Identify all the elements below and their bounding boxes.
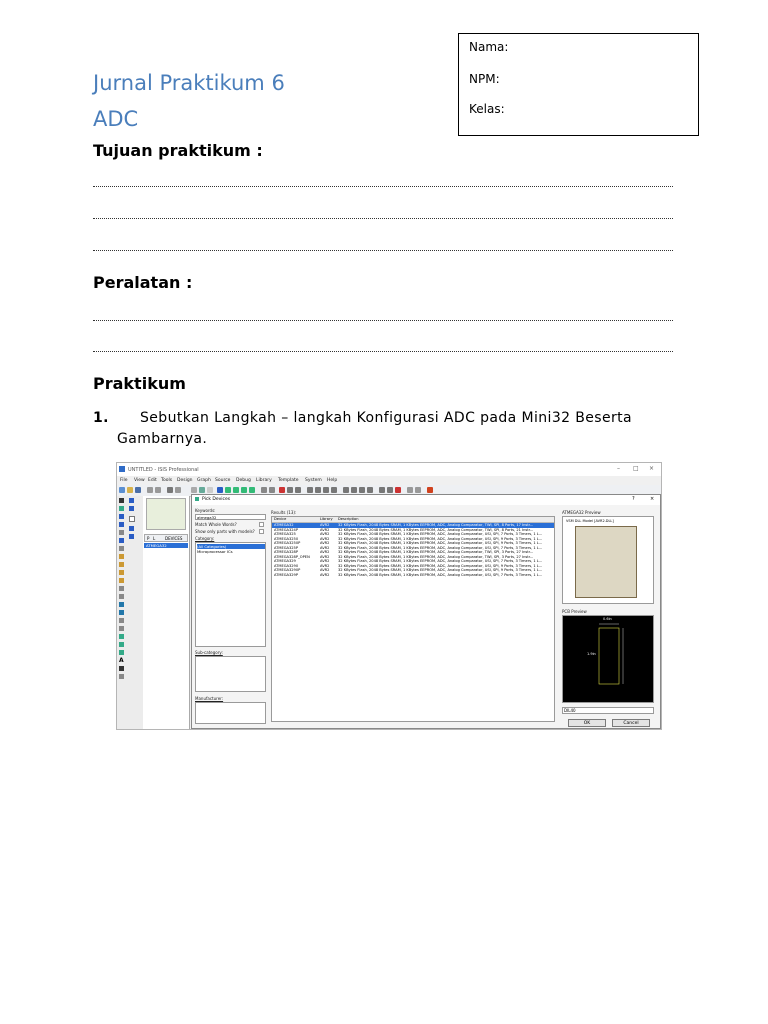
class-label: Kelas: [469,102,505,116]
pin-icon[interactable] [119,562,124,567]
block-delete-icon[interactable] [331,487,337,493]
dialog-icon [195,497,199,501]
device-selector-panel [143,496,190,730]
subcategory-list[interactable] [195,656,266,692]
identity-box [458,33,699,136]
overview-window [146,498,186,530]
copy-icon[interactable] [287,487,293,493]
cell-device: ATMEGA328P [274,550,299,554]
cell-library: AVR2 [320,554,330,559]
cell-description: 32 KBytes Flash, 2048 Bytes SRAM, 1 KBytes EEPROM, ADC, Analog Comparator, USI, SPI, 7 Ports, 3 Timers, 1 L... [338,532,543,536]
ares-icon[interactable] [427,487,433,493]
print-icon[interactable] [167,487,173,493]
terminal-icon[interactable] [119,554,124,559]
rotate-cw-icon[interactable] [129,498,134,503]
pick-icon[interactable] [343,487,349,493]
block-copy-icon[interactable] [307,487,313,493]
cell-description: 32 KBytes Flash, 2048 Bytes SRAM, 1 KBytes EEPROM, ADC, Analog Comparator, TWI, SPI, 3 Ports, 27 Instr... [338,550,534,554]
col-library[interactable]: Library [320,517,333,521]
pick-devices-dialog [191,494,661,729]
cell-device: ATMEGA328P_OPEN [274,554,310,559]
decompose-icon[interactable] [367,487,373,493]
device-item-atmega32[interactable]: ATMEGA32 [144,543,188,548]
cell-description: 32 KBytes Flash, 2048 Bytes SRAM, 1 KBytes EEPROM, ADC, Analog Comparator, USI, SPI, 7 Ports, 3 Timers, 1 L... [338,545,543,550]
cancel-button[interactable]: Cancel [612,719,650,727]
npm-label: NPM: [469,72,500,86]
step-text-line1: Sebutkan Langkah – langkah Konfigurasi ADC pada Mini32 Beserta [140,410,633,426]
cut-icon[interactable] [279,487,285,493]
mirror-y-icon[interactable] [129,534,134,539]
manufacturer-list[interactable] [195,702,266,724]
cell-description: 32 KBytes Flash, 2048 Bytes SRAM, 1 KBytes EEPROM, ADC, Analog Comparator, USI, SPI, 9 Ports, 3 Timers, 1 L... [338,563,543,568]
chip-symbol [575,526,637,598]
menu-bar [117,476,661,485]
fill-line [93,320,673,322]
generator-icon[interactable] [119,586,124,591]
cell-library: AVR2 [320,563,330,568]
show-only-label: Show only parts with models? [195,529,255,534]
bom-icon[interactable] [407,487,413,493]
import-icon[interactable] [147,487,153,493]
circle-icon[interactable] [119,634,124,639]
select-icon[interactable] [119,498,124,503]
cell-device: ATMEGA3290 [274,563,299,568]
menu-source[interactable]: Source [215,478,231,483]
step-1 [93,408,675,450]
col-device[interactable]: Device [274,517,287,521]
menu-file[interactable]: File [120,478,128,483]
cell-device: ATMEGA324P [274,527,299,532]
text-icon[interactable]: A [119,657,124,664]
cell-device: ATMEGA325P [274,545,299,550]
menu-graph[interactable]: Graph [197,478,211,483]
cell-description: 32 KBytes Flash, 2048 Bytes SRAM, 1 KBytes EEPROM, ADC, Analog Comparator, TWI, SPI, 8 Ports, 17 Instr... [338,523,534,527]
window-titlebar [117,463,661,476]
export-icon[interactable] [155,487,161,493]
pick-tab-p[interactable]: P [147,536,150,541]
make-device-icon[interactable] [351,487,357,493]
help-icon[interactable]: ? [632,496,635,502]
menu-edit[interactable]: Edit [148,478,157,483]
property-icon[interactable] [395,487,401,493]
cell-library: AVR2 [320,527,330,532]
cell-description: 32 KBytes Flash, 2048 Bytes SRAM, 1 KBytes EEPROM, ADC, Analog Comparator, USI, SPI, 9 Ports, 3 Timers, 1 L... [338,536,543,541]
journal-subtitle: ADC [93,107,139,131]
zoom-area-icon[interactable] [249,487,255,493]
model-label: VSM DLL Model [AVR2.DLL] [566,519,614,523]
schematic-preview-label: ATMEGA32 Preview [562,510,601,515]
menu-debug[interactable]: Debug [236,478,251,483]
instrument-icon[interactable] [119,610,124,615]
component-icon[interactable] [119,506,124,511]
cell-description: 32 KBytes Flash, 2048 Bytes SRAM, 1 KBytes EEPROM, ADC, Analog Comparator, USI, SPI, 7 Ports, 3 Timers, 1 L... [338,572,543,577]
app-icon [119,466,125,472]
window-title: UNTITLED - ISIS Professional [128,467,199,473]
zoom-in-icon[interactable] [225,487,231,493]
manufacturer-label: Manufacturer: [195,696,224,701]
subcircuit-icon[interactable] [119,546,124,551]
mirror-x-icon[interactable] [129,526,134,531]
cell-device: ATMEGA3250 [274,536,299,541]
journal-title: Jurnal Praktikum 6 [93,71,285,95]
paste-icon[interactable] [295,487,301,493]
footprint-select[interactable]: DIL40 [562,707,654,714]
ok-button[interactable]: OK [568,719,606,727]
match-whole-label: Match Whole Words? [195,522,237,527]
close-icon[interactable]: × [649,465,655,472]
new-icon[interactable] [119,487,125,493]
pcb-dim-width: 0.6in [603,617,612,621]
save-icon[interactable] [135,487,141,493]
pcb-preview-label: PCB Preview [562,609,587,614]
marker-icon[interactable] [119,674,124,679]
current-probe-icon[interactable] [119,602,124,607]
line-icon[interactable] [119,618,124,623]
cell-device: ATMEGA329P [274,572,299,577]
match-whole-checkbox[interactable] [259,522,264,527]
keywords-input[interactable]: atmega32 [195,514,266,520]
schematic-preview [562,516,654,604]
maximize-icon[interactable]: □ [633,465,639,472]
search-icon[interactable] [387,487,393,493]
cell-library: AVR2 [320,545,330,550]
cell-device: ATMEGA325 [274,532,296,536]
cell-library: AVR2 [320,536,330,541]
cell-library: AVR2 [320,572,330,577]
category-list[interactable] [195,542,266,647]
dialog-title: Pick Devices [202,497,231,502]
results-label: Results (13): [271,510,297,515]
step-number: 1. [93,410,109,426]
dialog-close-icon[interactable]: × [650,496,655,502]
library-tab-l[interactable]: L [153,536,156,541]
left-toolbox [117,496,143,730]
package-icon[interactable] [359,487,365,493]
cell-device: ATMEGA3250P [274,541,301,545]
devices-label: DEVICES [165,536,183,541]
cell-library: AVR2 [320,541,330,545]
menu-template[interactable]: Template [278,478,299,483]
section-praktikum: Praktikum [93,374,186,393]
box-icon[interactable] [119,626,124,631]
section-tujuan: Tujuan praktikum : [93,141,263,160]
footprint-drawing [563,616,653,702]
refresh-icon[interactable] [191,487,197,493]
section-peralatan: Peralatan : [93,273,193,292]
cell-library: AVR2 [320,550,330,554]
cell-description: 32 KBytes Flash, 2048 Bytes SRAM, 1 KBytes EEPROM, ADC, Analog Comparator, TWI, SPI, 8 Ports, 21 Instr... [338,527,534,532]
cell-library: AVR2 [320,568,330,572]
path-icon[interactable] [119,650,124,655]
dialog-titlebar [192,495,660,505]
minimize-icon[interactable]: – [617,465,620,472]
tape-icon[interactable] [119,578,124,583]
block-rotate-icon[interactable] [323,487,329,493]
block-move-icon[interactable] [315,487,321,493]
graph-icon[interactable] [119,570,124,575]
show-only-checkbox[interactable] [259,529,264,534]
category-item-micro[interactable]: Microprocessor ICs [197,549,233,554]
keywords-label: Keywords: [195,508,216,513]
zoom-out-icon[interactable] [233,487,239,493]
pan-icon[interactable] [217,487,223,493]
origin-icon[interactable] [207,487,213,493]
cell-description: 32 KBytes Flash, 2048 Bytes SRAM, 1 KBytes EEPROM, ADC, Analog Comparator, USI, SPI, 7 Ports, 3 Timers, 1 L... [338,559,543,563]
wire-autorouter-icon[interactable] [379,487,385,493]
fill-line [93,351,673,353]
text-script-icon[interactable] [119,530,124,535]
menu-library[interactable]: Library [256,478,272,483]
cell-description: 32 KBytes Flash, 2048 Bytes SRAM, 1 KBytes EEPROM, ADC, Analog Comparator, TWI, SPI, 3 Ports, 27 Instr... [338,554,534,559]
undo-icon[interactable] [261,487,267,493]
pcb-dim-height: 1.9in [587,652,596,656]
cell-library: AVR2 [320,559,330,563]
bus-icon[interactable] [119,538,124,543]
netlist-icon[interactable] [415,487,421,493]
subcategory-label: Sub-category: [195,650,223,655]
proteus-screenshot [116,462,662,730]
zoom-all-icon[interactable] [241,487,247,493]
pcb-preview [562,615,654,703]
step-text-line2: Gambarnya. [117,431,208,447]
menu-system[interactable]: System [305,478,322,483]
category-item-all[interactable]: (All Categories) [197,544,265,549]
cell-device: ATMEGA32 [274,523,294,527]
table-row[interactable] [272,573,554,578]
junction-icon[interactable] [119,514,124,519]
open-icon[interactable] [127,487,133,493]
voltage-probe-icon[interactable] [119,594,124,599]
menu-help[interactable]: Help [327,478,338,483]
name-label: Nama: [469,40,509,54]
angle-field[interactable] [129,516,135,522]
fill-line [93,250,673,252]
category-label: Category: [195,536,215,541]
menu-design[interactable]: Design [177,478,193,483]
wire-label-icon[interactable] [119,522,124,527]
area-icon[interactable] [175,487,181,493]
symbol-icon[interactable] [119,666,124,671]
cell-library: AVR2 [320,532,330,536]
redo-icon[interactable] [269,487,275,493]
fill-line [93,186,673,188]
col-description[interactable]: Description [338,517,359,521]
arc-icon[interactable] [119,642,124,647]
menu-view[interactable]: View [134,478,145,483]
results-table [271,516,555,722]
cell-library: AVR2 [320,523,330,527]
menu-tools[interactable]: Tools [161,478,173,483]
cell-device: ATMEGA3290P [274,568,301,572]
fill-line [93,218,673,220]
grid-icon[interactable] [199,487,205,493]
rotate-ccw-icon[interactable] [129,506,134,511]
cell-description: 32 KBytes Flash, 2048 Bytes SRAM, 1 KBytes EEPROM, ADC, Analog Comparator, USI, SPI, 9 Ports, 3 Timers, 1 L... [338,568,543,572]
cell-device: ATMEGA329 [274,559,296,563]
cell-description: 32 KBytes Flash, 2048 Bytes SRAM, 1 KBytes EEPROM, ADC, Analog Comparator, USI, SPI, 9 Ports, 3 Timers, 1 L... [338,541,543,545]
